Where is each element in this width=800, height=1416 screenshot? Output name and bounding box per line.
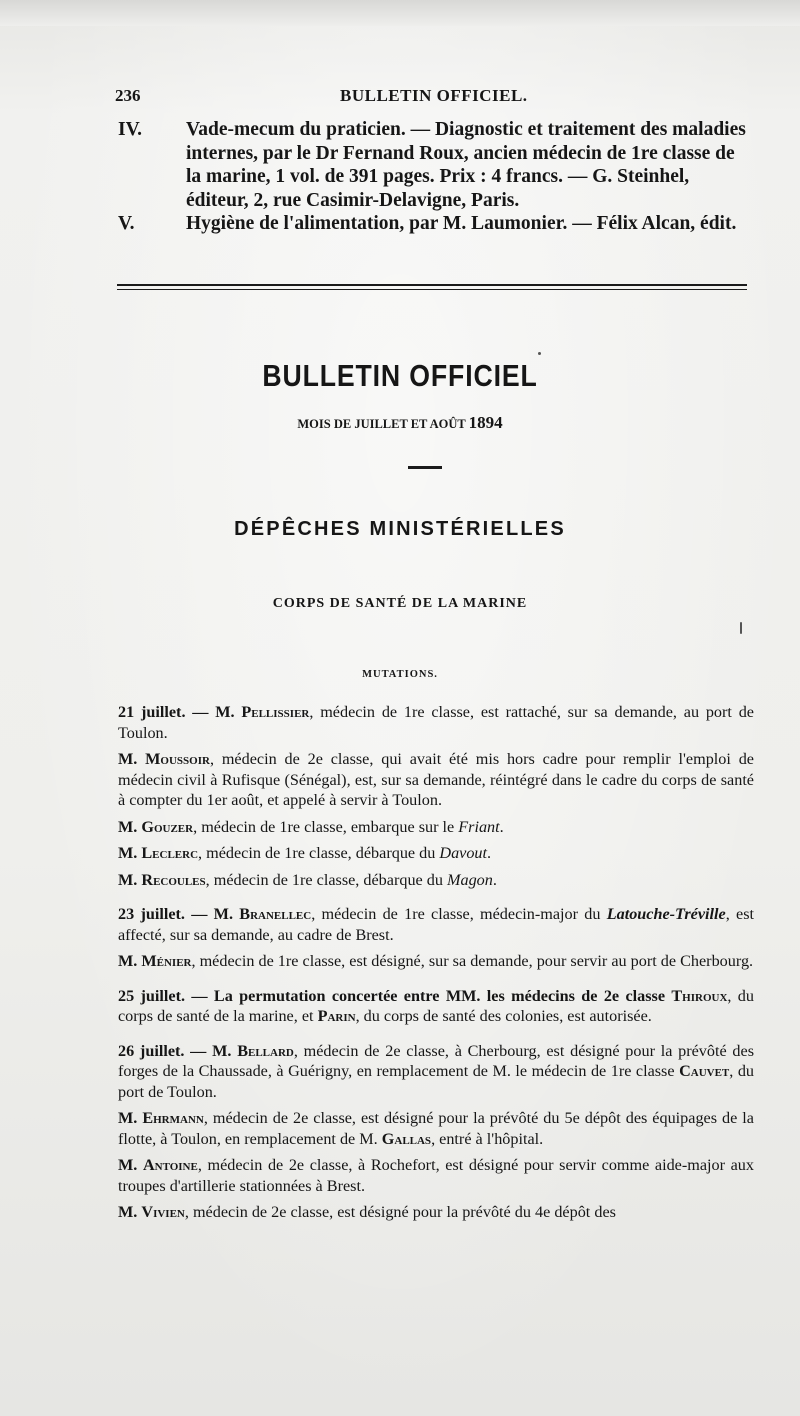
scan-speck: [740, 622, 742, 634]
paragraph: [118, 986, 754, 1027]
person-name: Ehrmann: [142, 1109, 204, 1127]
paragraph: [118, 1041, 754, 1103]
paragraph: [118, 843, 754, 864]
person-name: Cauvet: [679, 1062, 730, 1080]
paragraph-text: .: [499, 817, 504, 836]
scan-speck: [538, 352, 541, 355]
period-line: [0, 413, 800, 433]
paragraph-text: , médecin de 1re classe, embarque sur le: [193, 817, 459, 836]
paragraph-text: , du port de Toulon.: [118, 1062, 755, 1101]
paragraph-text: .: [487, 844, 492, 862]
bibliography-list: [118, 118, 752, 236]
bibliography-item-number: V.: [118, 213, 135, 234]
person-name: Pellissier: [241, 703, 310, 721]
paragraph-text: , médecin de 1re classe, débarque du: [198, 844, 440, 862]
date-lead: 23 juillet. — M.: [118, 905, 240, 923]
paragraph-text: , médecin de 1re classe, médecin-major du: [311, 905, 607, 923]
bibliography-item-number: IV.: [118, 119, 143, 140]
paragraph-text: , médecin de 1re classe, est rattaché, sur sa demande, au port de Toulon.: [118, 703, 754, 742]
short-divider: [408, 466, 442, 469]
person-name: Gallas: [381, 1129, 432, 1148]
period-year: 1894: [468, 413, 503, 432]
paragraph: [118, 1155, 754, 1196]
paragraph-text: , du corps de santé de la marine, et: [118, 986, 754, 1025]
bibliography-item: [118, 118, 752, 212]
title-lead: M.: [118, 750, 146, 768]
ship-name: Friant: [458, 817, 500, 836]
person-name: Thiroux: [671, 986, 728, 1005]
paragraph-text: , est affecté, sur sa demande, au cadre de Brest.: [118, 905, 754, 944]
paragraph-text: , du corps de santé des colonies, est autorisée.: [355, 1007, 652, 1025]
section-divider-thin: [117, 289, 747, 290]
ship-name: Magon: [447, 870, 493, 889]
period-label: MOIS DE JUILLET ET AOÛT: [297, 417, 466, 431]
title-lead: M.: [118, 870, 142, 889]
running-title: BULLETIN OFFICIEL.: [340, 86, 528, 105]
title-lead: M.: [118, 1109, 143, 1127]
section-divider: [117, 284, 747, 286]
person-name: Ménier: [141, 952, 192, 970]
person-name: Vivien: [141, 1203, 185, 1221]
paragraph-text: , médecin de 2e classe, est désigné pour la prévôté du 4e dépôt des: [184, 1203, 616, 1221]
person-name: Gouzer: [141, 817, 194, 836]
person-name: Parin: [317, 1007, 356, 1025]
page-top-edge: [0, 0, 800, 26]
paragraph: [118, 749, 754, 811]
title-lead: M.: [118, 952, 142, 970]
section-title: DÉPÊCHES MINISTÉRIELLES: [234, 518, 566, 540]
person-name: Antoine: [142, 1156, 198, 1174]
title-lead: M.: [118, 844, 142, 862]
paragraph-text: , médecin de 1re classe, est désigné, sur sa demande, pour servir au port de Cherbourg.: [191, 952, 754, 970]
corps-title: CORPS DE SANTÉ DE LA MARINE: [272, 596, 528, 611]
title-lead: M.: [118, 1156, 143, 1174]
person-name: Leclerc: [141, 844, 199, 862]
paragraph: [118, 951, 754, 972]
paragraph: [118, 1202, 754, 1223]
paragraph-text: , médecin de 1re classe, débarque du: [205, 870, 447, 889]
subsection-title: MUTATIONS.: [362, 669, 438, 680]
person-name: Branellec: [239, 905, 312, 923]
title-lead: M.: [118, 817, 142, 836]
person-name: Moussoir: [145, 750, 210, 768]
bibliography-item: [118, 212, 752, 236]
mutations-text: [118, 702, 754, 1229]
bibliography-item-text: Vade-mecum du praticien. — Diagnostic et traitement des maladies internes, par le Dr Fernand Roux, ancien médecin de 1re classe de la marine, 1 vol. de 391 pages. Prix : 4 francs. — G. Steinhel, éditeur, 2, rue Casimir-Delavigne, Paris.: [186, 119, 746, 211]
person-name: Bellard: [237, 1041, 294, 1060]
paragraph-text: , médecin de 2e classe, à Cherbourg, est désigné pour la prévôté des forges de la Chaussade, à Guérigny, en remplacement de M. le médecin de 1re classe: [118, 1041, 754, 1080]
paragraph-text: , médecin de 2e classe, à Rochefort, est désigné pour servir comme aide-major aux troupes d'artillerie stationnées à Brest.: [118, 1156, 754, 1195]
bibliography-item-text: Hygiène de l'alimentation, par M. Laumonier. — Félix Alcan, édit.: [186, 213, 737, 234]
date-lead: 21 juillet. — M.: [118, 703, 242, 721]
title-lead: M.: [118, 1203, 142, 1221]
page-number: 236: [115, 86, 141, 105]
paragraph: [118, 870, 754, 891]
ship-name: Latouche-Tréville: [606, 905, 726, 923]
date-lead: 25 juillet. — La permutation concertée entre MM. les médecins de 2e classe: [118, 986, 672, 1005]
paragraph-text: , médecin de 2e classe, qui avait été mis hors cadre pour remplir l'emploi de médecin civil à Rufisque (Sénégal), est, sur sa demande, réintégré dans le cadre du corps de santé à compter du 1er août, et appelé à servir à Toulon.: [118, 750, 754, 809]
page-header: [115, 86, 730, 110]
date-lead: 26 juillet. — M.: [118, 1041, 238, 1060]
paragraph: [118, 1108, 754, 1149]
person-name: Recoules: [141, 870, 206, 889]
paragraph-text: .: [492, 870, 497, 889]
ship-name: Davout: [439, 844, 488, 862]
paragraph: [118, 702, 754, 743]
bulletin-title: BULLETIN OFFICIEL: [262, 358, 538, 393]
paragraph: [118, 904, 754, 945]
paragraph-text: , médecin de 2e classe, est désigné pour la prévôté du 5e dépôt des équipages de la flotte, à Toulon, en remplacement de M.: [118, 1109, 754, 1148]
paragraph: [118, 817, 754, 838]
paragraph-text: , entré à l'hôpital.: [431, 1129, 544, 1148]
